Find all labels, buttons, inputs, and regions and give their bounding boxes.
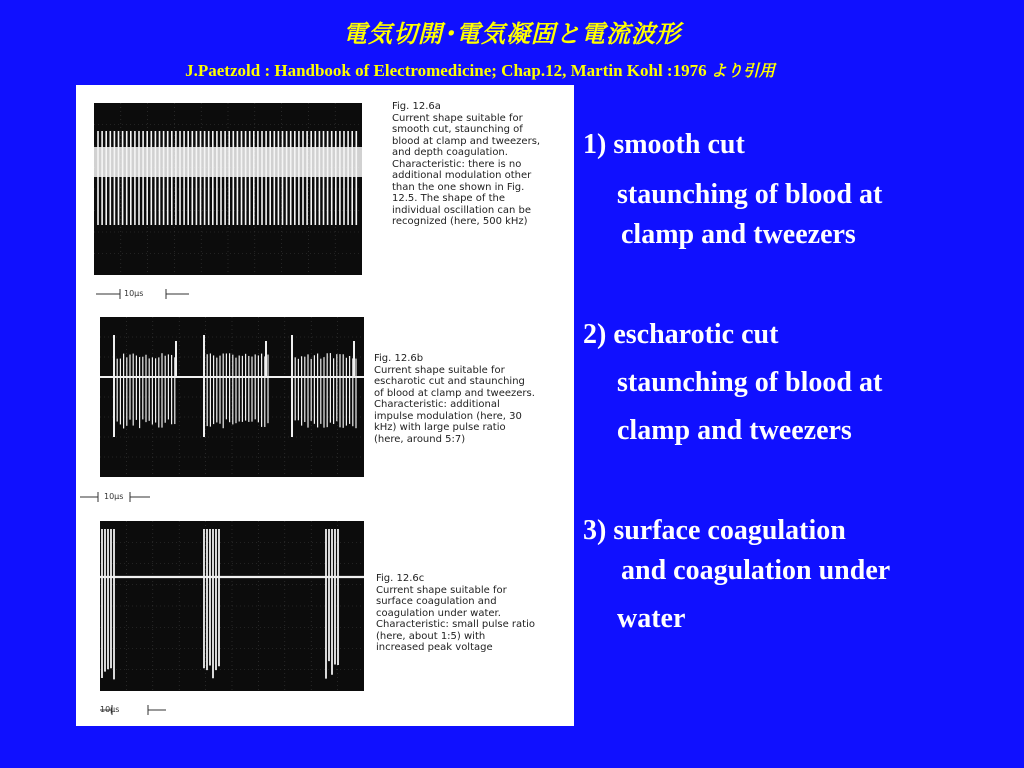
caption-c [376,573,536,654]
item-1-line2: clamp and tweezers [621,219,856,250]
item-1-heading: 1) smooth cut [583,129,745,160]
list-item-surface-coagulation [583,514,890,636]
scale-label-b: 10μs [104,492,124,501]
caption-b-text: Current shape suitable for escharotic cut and staunching of blood at clamp and tweezers. Characteristic: additional impulse modulation (here, 30 kHz) with large pulse ratio (here, around 5:7) [374,364,535,445]
caption-a [392,101,552,228]
caption-c-figno: Fig. 12.6c [376,573,425,584]
oscillogram-a [94,103,362,275]
caption-b-figno: Fig. 12.6b [374,353,424,364]
oscillogram-a-trace [94,103,362,275]
item-2-heading: 2) escharotic cut [583,319,779,350]
oscillogram-c-trace [100,521,364,691]
caption-b [374,353,536,445]
citation-quoted-from: より引用 [710,61,775,80]
slide-title: 電気切開･電気凝固と電流波形 [343,20,681,48]
scale-label-c: 10μs [100,705,120,714]
list-item-smooth-cut [583,128,882,252]
scale-bar-a [94,287,194,301]
oscilloscope-figure [76,85,574,726]
scale-label-a: 10μs [124,289,144,298]
caption-a-figno: Fig. 12.6a [392,101,441,112]
list-item-escharotic-cut [583,318,882,448]
caption-a-text: Current shape suitable for smooth cut, staunching of blood at clamp and tweezers, and depth coagulation. Characteristic: there is no additional modulation other than the one shown in Fig. 12.5. The shape of the individual oscillation can be recognized (here, 500 kHz) [392,112,541,227]
oscillogram-b-trace [100,317,364,477]
item-3-line1: and coagulation under [621,555,891,586]
citation [0,58,960,81]
caption-c-text: Current shape suitable for surface coagulation and coagulation under water. Characteristic: small pulse ratio (here, about 1:5) with increased peak voltage [376,584,535,653]
oscillogram-b [100,317,364,477]
item-3-heading: 3) surface coagulation [583,515,846,546]
item-2-line2: clamp and tweezers [617,415,852,446]
citation-reference: J.Paetzold : Handbook of Electromedicine; Chap.12, Martin Kohl :1976 [185,61,711,80]
item-2-line1: staunching of blood at [617,367,883,398]
item-1-line1: staunching of blood at [617,179,883,210]
item-3-line2: water [617,603,686,634]
oscillogram-c [100,521,364,691]
